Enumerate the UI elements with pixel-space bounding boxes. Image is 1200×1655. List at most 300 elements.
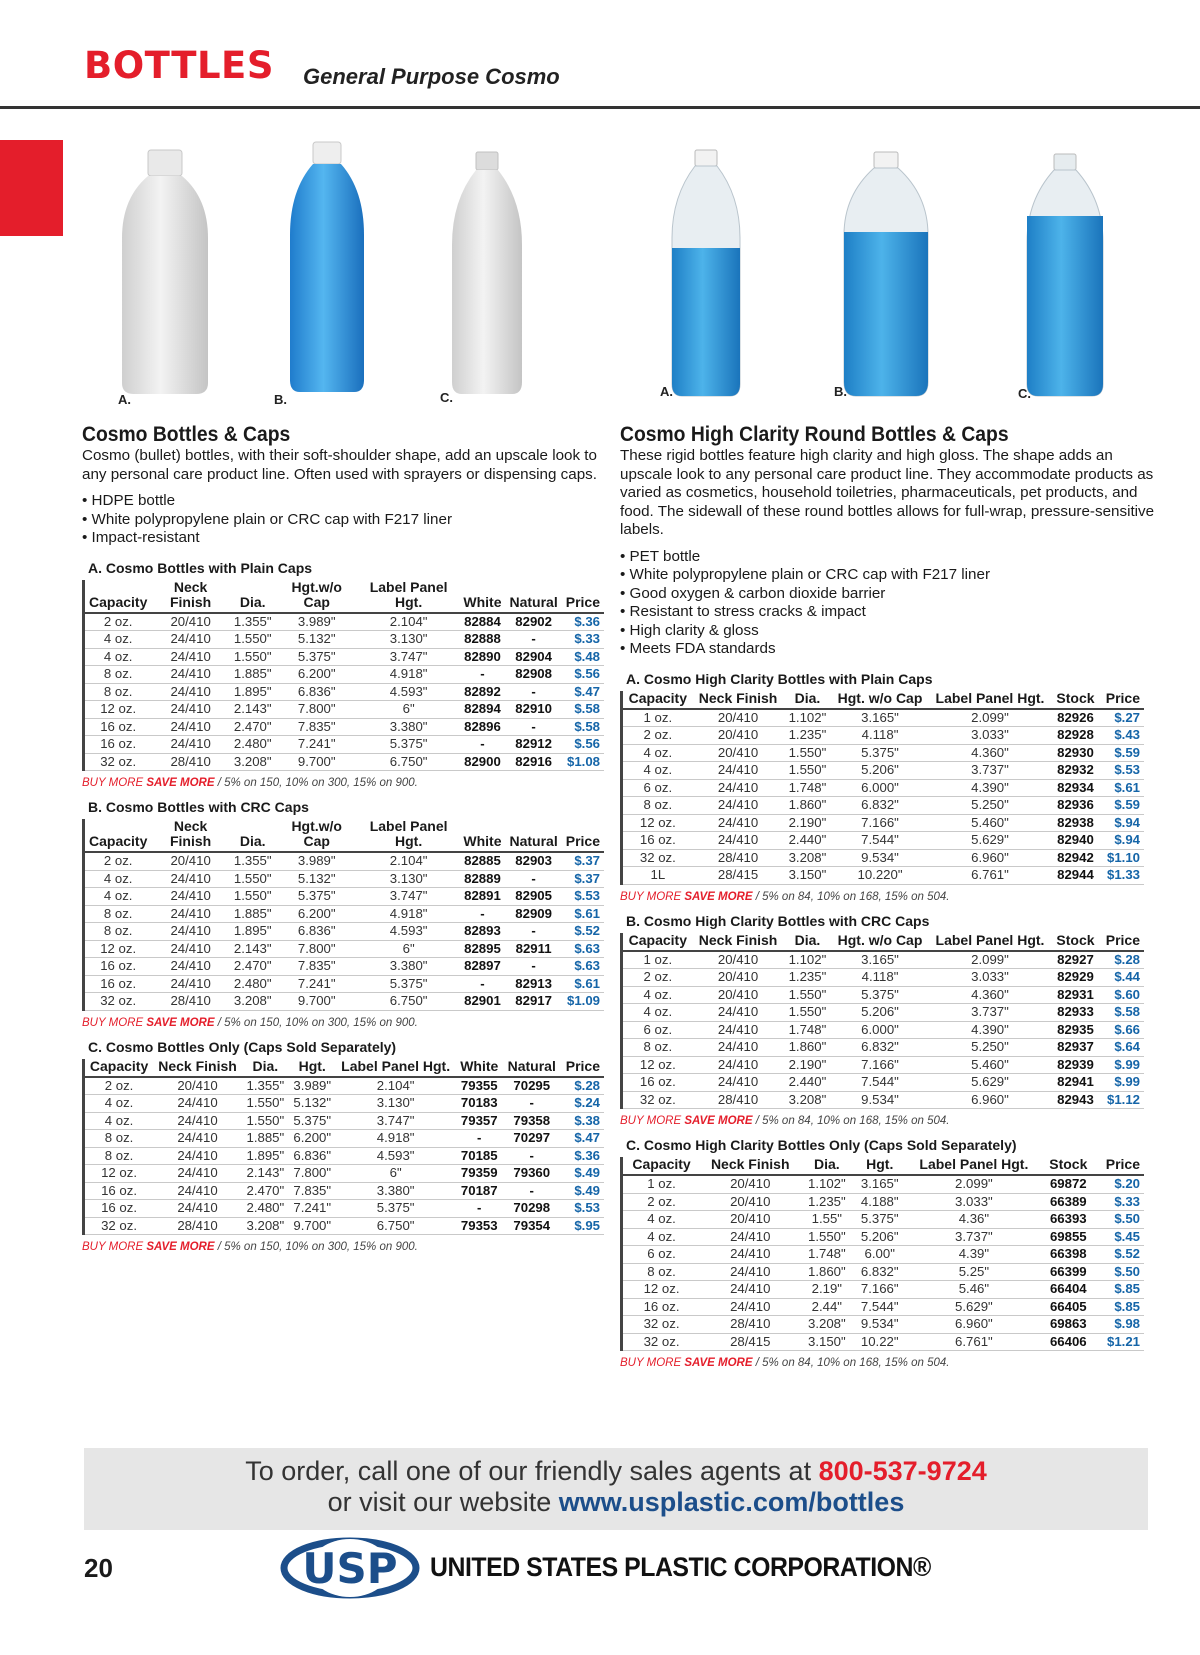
table-cell: $.28 xyxy=(1100,951,1144,969)
table-cell: 82901 xyxy=(459,993,505,1011)
table-row xyxy=(622,1074,1145,1092)
table-cell: $.36 xyxy=(562,613,604,631)
table-caption: A. Cosmo High Clarity Bottles with Plain Caps xyxy=(626,670,933,687)
order-line-web xyxy=(84,1487,1148,1518)
column-header: Hgt. xyxy=(289,1059,336,1077)
table-cell: 82935 xyxy=(1051,1021,1099,1039)
table-cell: 20/410 xyxy=(693,951,784,969)
table-cell: 8 oz. xyxy=(84,683,152,701)
table-cell: 5.460" xyxy=(929,1056,1052,1074)
table-cell: $.94 xyxy=(1100,814,1144,832)
table-row xyxy=(622,1193,1145,1211)
table-cell: $.63 xyxy=(562,940,604,958)
column-header: Neck Finish xyxy=(693,691,784,709)
table-cell: $.45 xyxy=(1095,1228,1144,1246)
table-cell: 3.737" xyxy=(929,1004,1052,1022)
table-cell: 4 oz. xyxy=(84,888,152,906)
table-cell: 2 oz. xyxy=(84,1077,154,1095)
order-line-phone xyxy=(84,1456,1148,1487)
table-cell: 4.918" xyxy=(358,905,460,923)
table-cell: 8 oz. xyxy=(84,1147,154,1165)
table-cell: 24/410 xyxy=(700,1263,800,1281)
table-cell: $.44 xyxy=(1100,969,1144,987)
table-cell: 70297 xyxy=(503,1130,561,1148)
table-cell: 3.130" xyxy=(358,631,460,649)
table-cell: 28/410 xyxy=(693,849,784,867)
table-cell: 24/410 xyxy=(153,1112,242,1130)
column-header: Label Panel Hgt. xyxy=(358,580,460,613)
table-cell: 6.00" xyxy=(853,1246,906,1264)
column-header: Natural xyxy=(503,1059,561,1077)
table-cell: 3.747" xyxy=(358,648,460,666)
table-cell: $.33 xyxy=(562,631,604,649)
table-cell: 70185 xyxy=(456,1147,503,1165)
clarity-bottle-c-image xyxy=(1022,152,1108,402)
right-tables xyxy=(620,671,1160,1370)
save-more-text: SAVE MORE xyxy=(146,777,215,789)
table-cell: $.50 xyxy=(1095,1211,1144,1229)
table-cell: 32 oz. xyxy=(622,849,693,867)
table-cell: 2.480" xyxy=(230,975,276,993)
table-cell: 3.033" xyxy=(929,969,1052,987)
table-cell: 1.885" xyxy=(230,666,276,684)
table-cell: 1.550" xyxy=(230,870,276,888)
table-cell: 32 oz. xyxy=(622,1316,701,1334)
table-cell: 4.39" xyxy=(906,1246,1041,1264)
table-cell: $.49 xyxy=(561,1182,604,1200)
save-more-text: SAVE MORE xyxy=(146,1241,215,1253)
discount-tiers-text: / 5% on 84, 10% on 168, 15% on 504. xyxy=(755,890,950,903)
feature-bullet: • White polypropylene plain or CRC cap with F217 liner xyxy=(620,566,1160,585)
column-header: Hgt.w/o Cap xyxy=(276,580,358,613)
table-cell: 66399 xyxy=(1042,1263,1095,1281)
table-caption: B. Cosmo Bottles with CRC Caps xyxy=(88,799,309,815)
table-cell: 5.629" xyxy=(906,1298,1041,1316)
table-cell: 32 oz. xyxy=(84,753,152,771)
table-cell: 7.800" xyxy=(289,1165,336,1183)
table-cell: 9.700" xyxy=(289,1217,336,1235)
table-cell: 82885 xyxy=(459,852,505,870)
table-row xyxy=(84,736,605,754)
table-cell: 5.375" xyxy=(831,744,928,762)
table-cell: 9.534" xyxy=(831,849,928,867)
table-cell: 82933 xyxy=(1051,1004,1099,1022)
table-cell: $.60 xyxy=(1100,986,1144,1004)
left-feature-list xyxy=(82,492,612,548)
column-header: Dia. xyxy=(783,691,831,709)
table-cell: 12 oz. xyxy=(622,1281,701,1299)
table-cell: 5.132" xyxy=(276,631,358,649)
table-cell: 1.895" xyxy=(230,683,276,701)
table-row xyxy=(84,1112,605,1130)
table-cell: 70187 xyxy=(456,1182,503,1200)
table-cell: 24/410 xyxy=(693,762,784,780)
table-cell: 9.534" xyxy=(831,1091,928,1109)
table-cell: 2.44" xyxy=(800,1298,853,1316)
column-header: Price xyxy=(1095,1157,1144,1175)
table-cell: 82896 xyxy=(459,718,505,736)
table-cell: 3.208" xyxy=(230,753,276,771)
table-cell: 28/410 xyxy=(693,1091,784,1109)
table-cell: 24/410 xyxy=(153,1130,242,1148)
table-cell: 1.235" xyxy=(783,969,831,987)
table-cell: $.52 xyxy=(1095,1246,1144,1264)
column-header: Label Panel Hgt. xyxy=(929,691,1052,709)
table-cell: 4.188" xyxy=(853,1193,906,1211)
table-cell: $.27 xyxy=(1100,709,1144,727)
table-cell: 16 oz. xyxy=(622,1298,701,1316)
table-cell: 6.000" xyxy=(831,1021,928,1039)
column-header: Label Panel Hgt. xyxy=(358,819,460,852)
column-header: Dia. xyxy=(242,1059,289,1077)
table-cell: 2.470" xyxy=(230,958,276,976)
table-row xyxy=(622,951,1145,969)
discount-tiers-text: / 5% on 150, 10% on 300, 15% on 900. xyxy=(217,1241,418,1253)
table-row xyxy=(84,1165,605,1183)
table-cell: $.38 xyxy=(561,1112,604,1130)
table-cell: 32 oz. xyxy=(622,1091,693,1109)
table-cell: 4 oz. xyxy=(84,648,152,666)
table-row xyxy=(84,683,605,701)
table-cell: 2.470" xyxy=(242,1182,289,1200)
column-header: Dia. xyxy=(800,1157,853,1175)
column-header: Hgt.w/o Cap xyxy=(276,819,358,852)
volume-discount-note xyxy=(620,1115,1160,1127)
table-row xyxy=(84,666,605,684)
table-cell: 5.206" xyxy=(831,762,928,780)
table-cell: 4.593" xyxy=(358,683,460,701)
table-cell: 28/410 xyxy=(153,1217,242,1235)
left-image-label-c: C. xyxy=(440,390,453,405)
table-cell: 4.118" xyxy=(831,727,928,745)
table-cell: 6" xyxy=(358,940,460,958)
table-cell: 7.835" xyxy=(276,958,358,976)
table-cell: 24/410 xyxy=(151,975,230,993)
save-more-text: SAVE MORE xyxy=(146,1016,215,1029)
column-header: Neck Finish xyxy=(693,933,784,951)
table-cell: $.47 xyxy=(561,1130,604,1148)
volume-discount-note xyxy=(620,1357,1160,1369)
table-cell: 2.19" xyxy=(800,1281,853,1299)
table-cell: 5.629" xyxy=(929,832,1052,850)
column-header: Stock xyxy=(1042,1157,1095,1175)
table-cell: 7.544" xyxy=(831,832,928,850)
column-header: Capacity xyxy=(622,691,693,709)
table-cell: $.58 xyxy=(1100,1004,1144,1022)
table-cell: 82927 xyxy=(1051,951,1099,969)
table-cell: 3.989" xyxy=(289,1077,336,1095)
table-cell: 24/410 xyxy=(700,1228,800,1246)
table-cell: $.61 xyxy=(562,975,604,993)
table-cell: 24/410 xyxy=(151,666,230,684)
table-cell: 3.208" xyxy=(800,1316,853,1334)
table-cell: 12 oz. xyxy=(84,1165,154,1183)
table-cell: 2.104" xyxy=(358,613,460,631)
table-cell: 6.761" xyxy=(929,867,1052,885)
buy-more-text: BUY MORE xyxy=(620,1115,682,1127)
table-cell: - xyxy=(506,870,562,888)
table-row xyxy=(84,753,605,771)
phone-number-link[interactable]: 800-537-9724 xyxy=(818,1456,987,1486)
table-row xyxy=(84,1095,605,1113)
table-cell: 2.099" xyxy=(929,709,1052,727)
right-image-label-c: C. xyxy=(1018,386,1031,401)
page-number: 20 xyxy=(84,1553,113,1583)
table-cell: 9.534" xyxy=(853,1316,906,1334)
right-image-label-b: B. xyxy=(834,384,847,399)
left-column xyxy=(82,423,612,1253)
table-cell: 2.099" xyxy=(906,1175,1041,1193)
table-cell: 6 oz. xyxy=(622,1246,701,1264)
table-cell: $.63 xyxy=(562,958,604,976)
table-cell: 79357 xyxy=(456,1112,503,1130)
column-header: Capacity xyxy=(84,580,152,613)
table-cell: 1.748" xyxy=(783,1021,831,1039)
right-image-label-a: A. xyxy=(660,384,673,399)
table-cell: 1.860" xyxy=(800,1263,853,1281)
table-cell: 24/410 xyxy=(693,1056,784,1074)
table-cell: 5.375" xyxy=(853,1211,906,1229)
table-cell: 66405 xyxy=(1042,1298,1095,1316)
table-cell: 6.832" xyxy=(831,797,928,815)
table-cell: 82937 xyxy=(1051,1039,1099,1057)
table-cell: 5.375" xyxy=(276,888,358,906)
table-cell: 28/415 xyxy=(693,867,784,885)
table-cell: 1.885" xyxy=(230,905,276,923)
table-cell: 9.700" xyxy=(276,753,358,771)
table-cell: 1.550" xyxy=(783,762,831,780)
column-header: White xyxy=(459,580,505,613)
column-header: Hgt. w/o Cap xyxy=(831,933,928,951)
table-cell: 82892 xyxy=(459,683,505,701)
column-header: Capacity xyxy=(622,933,693,951)
table-cell: $.66 xyxy=(1100,1021,1144,1039)
table-cell: 1.235" xyxy=(783,727,831,745)
table-cell: $.53 xyxy=(1100,762,1144,780)
table-cell: 1.860" xyxy=(783,1039,831,1057)
table-cell: 24/410 xyxy=(693,779,784,797)
table-row xyxy=(84,701,605,719)
table-cell: 3.130" xyxy=(336,1095,456,1113)
table-cell: 66393 xyxy=(1042,1211,1095,1229)
table-cell: 2 oz. xyxy=(84,852,152,870)
table-cell: - xyxy=(456,1200,503,1218)
table-cell: 79360 xyxy=(503,1165,561,1183)
column-header: Stock xyxy=(1051,933,1099,951)
table-cell: $.56 xyxy=(562,736,604,754)
table-cell: 82926 xyxy=(1051,709,1099,727)
column-header: Capacity xyxy=(84,819,152,852)
table-cell: 82903 xyxy=(506,852,562,870)
table-cell: 3.150" xyxy=(783,867,831,885)
column-header: Hgt. xyxy=(853,1157,906,1175)
spec-table xyxy=(620,691,1144,885)
company-name: UNITED STATES PLASTIC CORPORATION® xyxy=(430,1552,931,1582)
table-cell: 1.748" xyxy=(800,1246,853,1264)
clarity-bottle-b-image xyxy=(838,150,934,400)
column-header: Price xyxy=(562,819,604,852)
discount-tiers-text: / 5% on 150, 10% on 300, 15% on 900. xyxy=(217,1016,418,1029)
table-cell: 5.250" xyxy=(929,797,1052,815)
table-cell: $.24 xyxy=(561,1095,604,1113)
table-cell: 82889 xyxy=(459,870,505,888)
table-cell: 24/410 xyxy=(693,1039,784,1057)
table-cell: - xyxy=(506,718,562,736)
table-row xyxy=(84,1147,605,1165)
table-cell: $.58 xyxy=(562,718,604,736)
table-cell: 4 oz. xyxy=(84,1112,154,1130)
table-cell: 7.241" xyxy=(289,1200,336,1218)
section-tab-marker xyxy=(0,140,63,236)
table-cell: 69855 xyxy=(1042,1228,1095,1246)
table-cell: 1.235" xyxy=(800,1193,853,1211)
table-cell: 1.550" xyxy=(230,631,276,649)
right-feature-list xyxy=(620,548,1160,659)
table-cell: 1.355" xyxy=(242,1077,289,1095)
table-cell: 7.544" xyxy=(853,1298,906,1316)
table-cell: 82936 xyxy=(1051,797,1099,815)
left-image-label-b: B. xyxy=(274,392,287,407)
table-cell: 20/410 xyxy=(693,709,784,727)
table-cell: 2.143" xyxy=(242,1165,289,1183)
table-cell: $1.33 xyxy=(1100,867,1144,885)
order-web-text: or visit our website xyxy=(327,1487,552,1517)
table-cell: 6.836" xyxy=(276,923,358,941)
table-cell: 16 oz. xyxy=(84,958,152,976)
table-cell: 79358 xyxy=(503,1112,561,1130)
table-cell: 5.375" xyxy=(336,1200,456,1218)
table-row xyxy=(622,744,1145,762)
table-cell: - xyxy=(459,666,505,684)
table-cell: 24/410 xyxy=(153,1182,242,1200)
table-row xyxy=(84,888,605,906)
buy-more-text: BUY MORE xyxy=(620,890,682,903)
table-row xyxy=(622,797,1145,815)
table-cell: 32 oz. xyxy=(622,1333,701,1351)
table-cell: 66406 xyxy=(1042,1333,1095,1351)
table-cell: $.33 xyxy=(1095,1193,1144,1211)
discount-tiers-text: / 5% on 150, 10% on 300, 15% on 900. xyxy=(217,777,418,789)
table-cell: 6.761" xyxy=(906,1333,1041,1351)
spec-table xyxy=(620,1157,1144,1351)
table-cell: 2.470" xyxy=(230,718,276,736)
table-cell: 3.380" xyxy=(358,958,460,976)
table-cell: 1.355" xyxy=(230,852,276,870)
table-row xyxy=(622,969,1145,987)
table-row xyxy=(84,613,605,631)
table-cell: 82890 xyxy=(459,648,505,666)
table-cell: 28/415 xyxy=(700,1333,800,1351)
table-cell: 82939 xyxy=(1051,1056,1099,1074)
table-cell: 4 oz. xyxy=(622,744,693,762)
column-header: Label Panel Hgt. xyxy=(336,1059,456,1077)
table-cell: 10.22" xyxy=(853,1333,906,1351)
header-divider xyxy=(0,106,1200,109)
table-row xyxy=(622,727,1145,745)
table-row xyxy=(622,1263,1145,1281)
table-cell: 16 oz. xyxy=(84,1182,154,1200)
table-cell: 3.208" xyxy=(783,849,831,867)
table-cell: 4.918" xyxy=(358,666,460,684)
table-row xyxy=(622,1021,1145,1039)
table-row xyxy=(622,762,1145,780)
table-cell: 2.480" xyxy=(230,736,276,754)
table-cell: 10.220" xyxy=(831,867,928,885)
table-cell: 20/410 xyxy=(151,852,230,870)
column-header: White xyxy=(456,1059,503,1077)
feature-bullet: • High clarity & gloss xyxy=(620,622,1160,641)
table-cell: 12 oz. xyxy=(84,701,152,719)
page-title: BOTTLES xyxy=(84,44,274,87)
table-cell: $1.10 xyxy=(1100,849,1144,867)
table-cell: 24/410 xyxy=(693,1004,784,1022)
right-section-description: These rigid bottles feature high clarity and high gloss. The shape adds an upscale look to any personal care product line. They accommodate products as varied as cosmetics, household toiletries, pharmaceuticals, pet products, and food. The sidewall of these round bottles allows for full-wrap, pressure-sensitive labels. xyxy=(620,447,1155,538)
website-link[interactable]: www.usplastic.com/bottles xyxy=(558,1487,905,1517)
table-cell: 24/410 xyxy=(700,1298,800,1316)
table-cell: - xyxy=(503,1095,561,1113)
table-cell: 9.700" xyxy=(276,993,358,1011)
table-cell: 4.918" xyxy=(336,1130,456,1148)
table-cell: 6" xyxy=(336,1165,456,1183)
table-cell: 24/410 xyxy=(151,870,230,888)
table-cell: 1 oz. xyxy=(622,709,693,727)
table-cell: 20/410 xyxy=(693,969,784,987)
table-cell: 4 oz. xyxy=(84,870,152,888)
table-cell: 3.165" xyxy=(853,1175,906,1193)
column-header: Price xyxy=(1100,933,1144,951)
table-cell: 8 oz. xyxy=(84,905,152,923)
table-cell: 24/410 xyxy=(151,631,230,649)
table-cell: 69872 xyxy=(1042,1175,1095,1193)
order-phone-text: To order, call one of our friendly sales agents at xyxy=(245,1456,812,1486)
table-cell: 82910 xyxy=(506,701,562,719)
table-cell: $.28 xyxy=(561,1077,604,1095)
table-cell: 7.800" xyxy=(276,940,358,958)
table-cell: 6 oz. xyxy=(622,1021,693,1039)
column-header: Natural xyxy=(506,580,562,613)
table-cell: $1.08 xyxy=(562,753,604,771)
table-cell: 2 oz. xyxy=(622,1193,701,1211)
table-cell: 82928 xyxy=(1051,727,1099,745)
table-cell: 2.104" xyxy=(358,852,460,870)
table-row xyxy=(84,905,605,923)
table-cell: 7.166" xyxy=(831,1056,928,1074)
table-cell: 8 oz. xyxy=(622,1039,693,1057)
table-cell: - xyxy=(456,1130,503,1148)
table-cell: 20/410 xyxy=(693,727,784,745)
table-cell: 1.895" xyxy=(230,923,276,941)
table-cell: 24/410 xyxy=(151,958,230,976)
table-row xyxy=(622,709,1145,727)
table-caption: C. Cosmo High Clarity Bottles Only (Caps Sold Separately) xyxy=(626,1137,1017,1153)
table-cell: 3.150" xyxy=(800,1333,853,1351)
table-cell: 8 oz. xyxy=(622,797,693,815)
spec-table xyxy=(620,933,1144,1110)
table-cell: 20/410 xyxy=(693,744,784,762)
table-cell: 7.241" xyxy=(276,736,358,754)
table-cell: 82916 xyxy=(506,753,562,771)
table-cell: $.58 xyxy=(562,701,604,719)
table-cell: 2.143" xyxy=(230,940,276,958)
usp-logo-icon xyxy=(280,1535,420,1601)
table-cell: 4 oz. xyxy=(622,986,693,1004)
table-cell: 28/410 xyxy=(700,1316,800,1334)
table-cell: 3.747" xyxy=(336,1112,456,1130)
table-row xyxy=(84,1217,605,1235)
buy-more-text: BUY MORE xyxy=(82,1241,144,1253)
table-cell: 82932 xyxy=(1051,762,1099,780)
table-cell: 2.190" xyxy=(783,814,831,832)
